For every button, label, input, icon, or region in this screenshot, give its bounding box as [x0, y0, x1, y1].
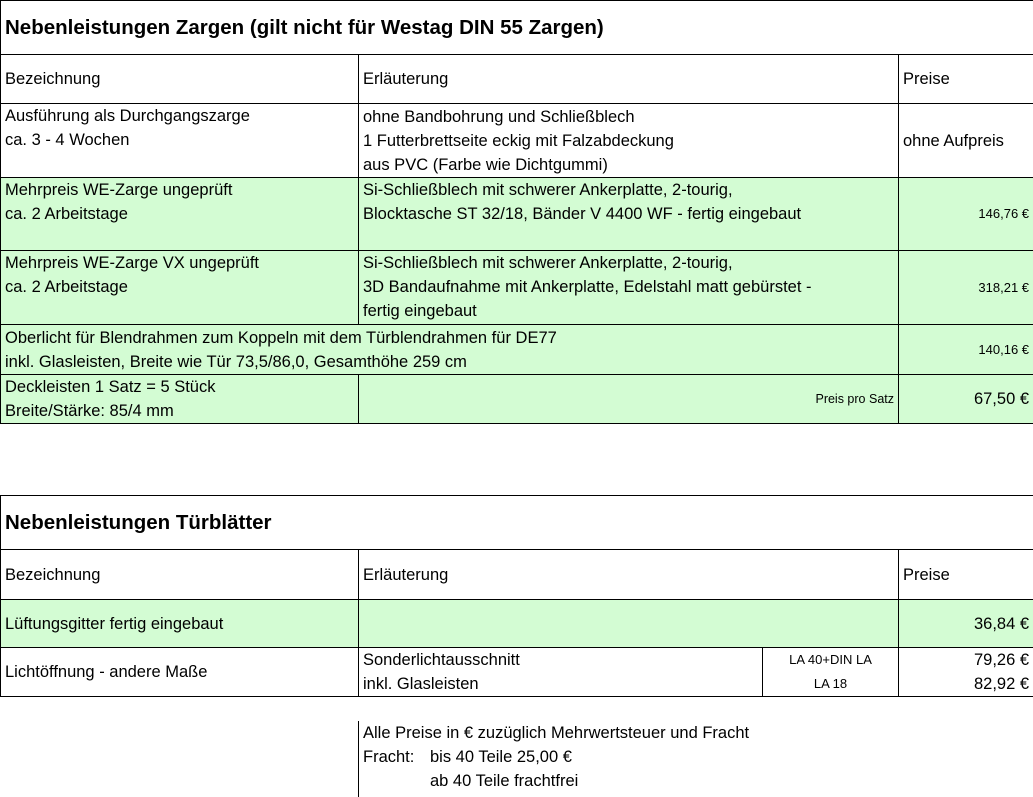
cell-bezeichnung: [1, 178, 359, 251]
header-row: [1, 55, 1033, 104]
cell-line: 79,26 €: [973, 651, 1030, 669]
table-row: [1, 325, 1033, 375]
cell-erlaeuterung: [359, 104, 899, 178]
cell-bezeichnung: Lüftungsgitter fertig eingebaut: [1, 600, 359, 648]
cell-variant: [763, 648, 899, 697]
table-row: [1, 600, 1033, 648]
cell-erlaeuterung: [359, 178, 899, 251]
table-row: [1, 251, 1033, 325]
table-row: [1, 375, 1033, 424]
cell-line: Sonderlichtausschnitt: [363, 651, 520, 669]
cell-line: inkl. Glasleisten, Breite wie Tür 73,5/86,0, Gesamthöhe 259 cm: [5, 352, 467, 371]
header-erlaeuterung: Erläuterung: [359, 55, 899, 104]
cell-bezeichnung: [1, 375, 359, 424]
cell-line: ca. 2 Arbeitstage: [5, 205, 128, 223]
cell-line: LA 40+DIN LA: [789, 652, 872, 667]
table-title: Nebenleistungen Türblätter: [1, 496, 1033, 550]
cell-line: ca. 2 Arbeitstage: [5, 278, 128, 296]
cell-line: Ausführung als Durchgangszarge: [5, 107, 250, 125]
cell-bezeichnung: [1, 251, 359, 325]
header-bezeichnung: Bezeichnung: [1, 55, 359, 104]
cell-bezeichnung: Lichtöffnung - andere Maße: [1, 648, 359, 697]
note-fracht-2: [363, 769, 749, 793]
fracht-label: Fracht:: [363, 748, 415, 766]
cell-erlaeuterung: [359, 251, 899, 325]
table-row: [1, 178, 1033, 251]
cell-line: fertig eingebaut: [363, 302, 477, 320]
header-row: [1, 550, 1033, 600]
cell-line: LA 18: [813, 676, 848, 691]
cell-erlaeuterung: [359, 600, 899, 648]
cell-erlaeuterung: [359, 648, 763, 697]
note-prices: Alle Preise in € zuzüglich Mehrwertsteuer und Fracht: [363, 724, 750, 742]
footer-notes: [358, 721, 749, 797]
header-preise: Preise: [899, 55, 1033, 104]
cell-line: ca. 3 - 4 Wochen: [5, 131, 130, 149]
cell-line: 82,92 €: [973, 675, 1030, 693]
cell-line: 1 Futterbrettseite eckig mit Falzabdeckung: [363, 131, 674, 150]
cell-line: Mehrpreis WE-Zarge ungeprüft: [5, 181, 233, 199]
header-preise: Preise: [899, 550, 1033, 600]
cell-price: 318,21 €: [899, 251, 1033, 325]
cell-line: Mehrpreis WE-Zarge VX ungeprüft: [5, 254, 260, 272]
header-bezeichnung: Bezeichnung: [1, 550, 359, 600]
cell-line: 3D Bandaufnahme mit Ankerplatte, Edelstahl matt gebürstet -: [363, 278, 812, 296]
cell-price: 67,50 €: [899, 375, 1033, 424]
fracht-line-2: ab 40 Teile frachtfrei: [430, 772, 579, 790]
cell-price: 36,84 €: [899, 600, 1033, 648]
note-fracht: [363, 745, 749, 769]
cell-line: aus PVC (Farbe wie Dichtgummi): [363, 155, 608, 174]
cell-line: Si-Schließblech mit schwerer Ankerplatte, 2-tourig,: [363, 254, 733, 272]
cell-line: Oberlicht für Blendrahmen zum Koppeln mit dem Türblendrahmen für DE77: [5, 328, 557, 347]
header-erlaeuterung: Erläuterung: [359, 550, 899, 600]
cell-line: Blocktasche ST 32/18, Bänder V 4400 WF - fertig eingebaut: [363, 205, 802, 223]
cell-note-preis-pro-satz: Preis pro Satz: [359, 375, 899, 424]
cell-line: Si-Schließblech mit schwerer Ankerplatte, 2-tourig,: [363, 181, 733, 199]
cell-line: inkl. Glasleisten: [363, 675, 479, 693]
table-row: [1, 104, 1033, 178]
cell-price: 140,16 €: [899, 325, 1033, 375]
table-row: [1, 648, 1033, 697]
cell-price: 146,76 €: [899, 178, 1033, 251]
table-nebenleistungen-tuerblaetter: [0, 495, 1033, 697]
cell-line: Breite/Stärke: 85/4 mm: [5, 402, 174, 420]
fracht-line-1: bis 40 Teile 25,00 €: [430, 748, 572, 766]
cell-price: [899, 648, 1033, 697]
cell-bezeichnung: [1, 325, 899, 375]
cell-price: ohne Aufpreis: [899, 104, 1033, 178]
table-title: Nebenleistungen Zargen (gilt nicht für Westag DIN 55 Zargen): [1, 1, 1033, 55]
cell-bezeichnung: [1, 104, 359, 178]
cell-line: ohne Bandbohrung und Schließblech: [363, 107, 635, 126]
cell-line: Deckleisten 1 Satz = 5 Stück: [5, 378, 216, 396]
